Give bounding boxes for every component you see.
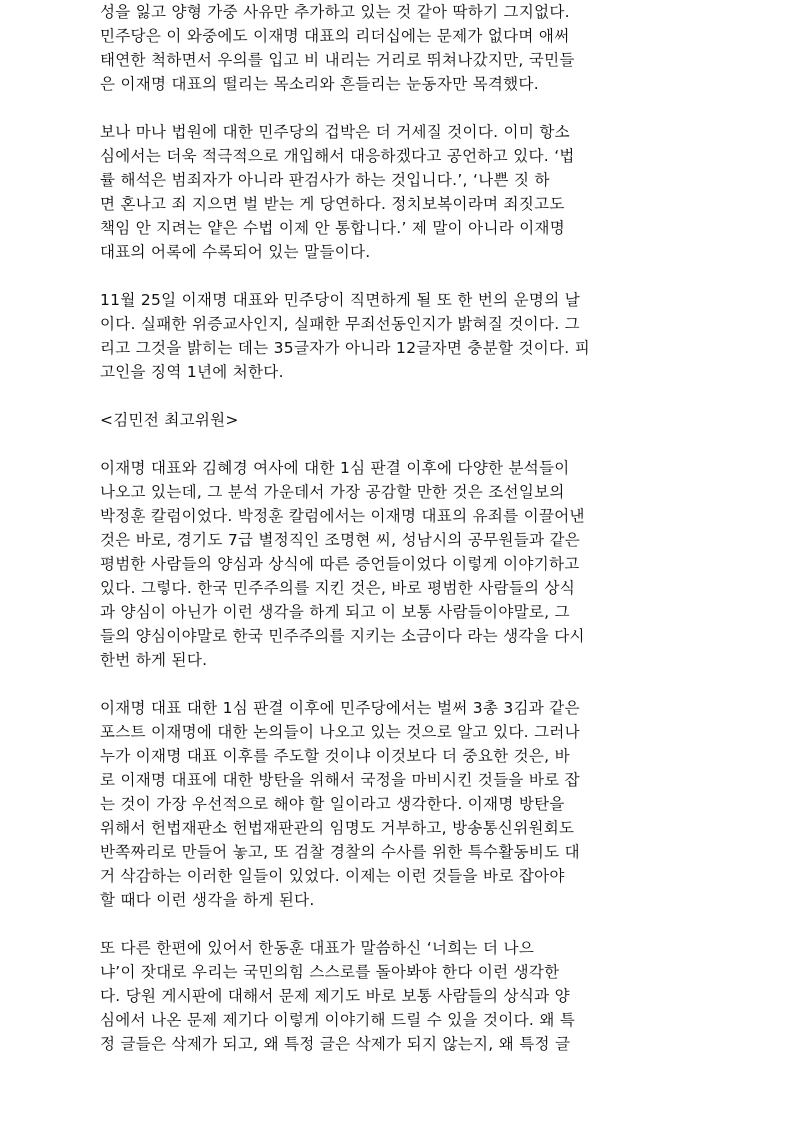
text-line: 이다. 실패한 위증교사인지, 실패한 무죄선동인지가 밝혀질 것이다. 그 [100, 315, 580, 333]
text-line: 11월 25일 이재명 대표와 민주당이 직면하게 될 또 한 번의 운명의 날 [100, 291, 580, 309]
text-line: 는 것이 가장 우선적으로 해야 할 일이라고 생각한다. 이재명 방탄을 [100, 795, 565, 813]
paragraph-4 [100, 456, 700, 672]
paragraph-1 [100, 0, 700, 96]
text-line: 반쪽짜리로 만들어 놓고, 또 검찰 경찰의 수사를 위한 특수활동비도 대 [100, 843, 580, 861]
paragraph-6 [100, 936, 700, 1056]
text-line: 고인을 징역 1년에 처한다. [100, 363, 284, 381]
text-line: 다. 당원 게시판에 대해서 문제 제기도 바로 보통 사람들의 상식과 양 [100, 987, 570, 1005]
text-line: 나오고 있는데, 그 분석 가운데서 가장 공감할 만한 것은 조선일보의 [100, 483, 565, 501]
text-line: 것은 바로, 경기도 7급 별정직인 조명현 씨, 성남시의 공무원들과 같은 [100, 531, 581, 549]
document-page [100, 0, 700, 1080]
text-line: 위해서 헌법재판소 헌법재판관의 임명도 거부하고, 방송통신위원회도 [100, 819, 575, 837]
text-line: 포스트 이재명에 대한 논의들이 나오고 있는 것으로 알고 있다. 그러나 [100, 723, 580, 741]
text-line: 률 해석은 범죄자가 아니라 판검사가 하는 것입니다.’, ‘나쁜 짓 하 [100, 171, 550, 189]
text-line: 심에서는 더욱 적극적으로 개입해서 대응하겠다고 공언하고 있다. ‘법 [100, 147, 575, 165]
paragraph-2 [100, 120, 700, 264]
text-line: 태연한 척하면서 우의를 입고 비 내리는 거리로 뛰쳐나갔지만, 국민들 [100, 51, 575, 69]
text-line: 리고 그것을 밝히는 데는 35글자가 아니라 12글자면 충분할 것이다. 피 [100, 339, 591, 357]
text-line: 이재명 대표와 김혜경 여사에 대한 1심 판결 이후에 다양한 분석들이 [100, 459, 570, 477]
text-line: 면 혼나고 죄 지으면 벌 받는 게 당연하다. 정치보복이라며 죄짓고도 [100, 195, 565, 213]
text-line: 대표의 어록에 수록되어 있는 말들이다. [100, 243, 371, 261]
speaker-label: <김민전 최고위원> [100, 411, 239, 429]
text-line: 있다. 그렇다. 한국 민주주의를 지킨 것은, 바로 평범한 사람들의 상식 [100, 579, 576, 597]
text-line: 들의 양심이야말로 한국 민주주의를 지키는 소금이다 라는 생각을 다시 [100, 627, 585, 645]
text-line: 민주당은 이 와중에도 이재명 대표의 리더십에는 문제가 없다며 애써 [100, 27, 570, 45]
text-line: 거 삭감하는 이러한 일들이 있었다. 이제는 이런 것들을 바로 잡아야 [100, 867, 565, 885]
text-line: 과 양심이 아닌가 이런 생각을 하게 되고 이 보통 사람들이야말로, 그 [100, 603, 570, 621]
text-line: 박정훈 칼럼이었다. 박정훈 칼럼에서는 이재명 대표의 유죄를 이끌어낸 [100, 507, 585, 525]
text-line: 누가 이재명 대표 이후를 주도할 것이냐 이것보다 더 중요한 것은, 바 [100, 747, 570, 765]
text-line: 한번 하게 된다. [100, 651, 208, 669]
paragraph-3 [100, 288, 700, 384]
text-line: 할 때다 이런 생각을 하게 된다. [100, 891, 315, 909]
text-line: 이재명 대표 대한 1심 판결 이후에 민주당에서는 벌써 3총 3김과 같은 [100, 699, 580, 717]
paragraph-5 [100, 696, 700, 912]
text-line: 보나 마나 법원에 대한 민주당의 겁박은 더 거세질 것이다. 이미 항소 [100, 123, 570, 141]
text-line: 냐’이 잣대로 우리는 국민의힘 스스로를 돌아봐야 한다 이런 생각한 [100, 963, 560, 981]
text-line: 책임 안 지려는 얕은 수법 이제 안 통합니다.’ 제 말이 아니라 이재명 [100, 219, 566, 237]
text-line: 정 글들은 삭제가 되고, 왜 특정 글은 삭제가 되지 않는지, 왜 특정 글 [100, 1035, 571, 1053]
text-line: 성을 잃고 양형 가중 사유만 추가하고 있는 것 같아 딱하기 그지없다. [100, 3, 570, 21]
speaker-heading [100, 408, 700, 432]
text-line: 로 이재명 대표에 대한 방탄을 위해서 국정을 마비시킨 것들을 바로 잡 [100, 771, 580, 789]
text-line: 은 이재명 대표의 떨리는 목소리와 흔들리는 눈동자만 목격했다. [100, 75, 539, 93]
text-line: 평범한 사람들의 양심과 상식에 따른 증언들이었다 이렇게 이야기하고 [100, 555, 580, 573]
text-line: 또 다른 한편에 있어서 한동훈 대표가 말씀하신 ‘너희는 더 나으 [100, 939, 535, 957]
text-line: 심에서 나온 문제 제기다 이렇게 이야기해 드릴 수 있을 것이다. 왜 특 [100, 1011, 576, 1029]
